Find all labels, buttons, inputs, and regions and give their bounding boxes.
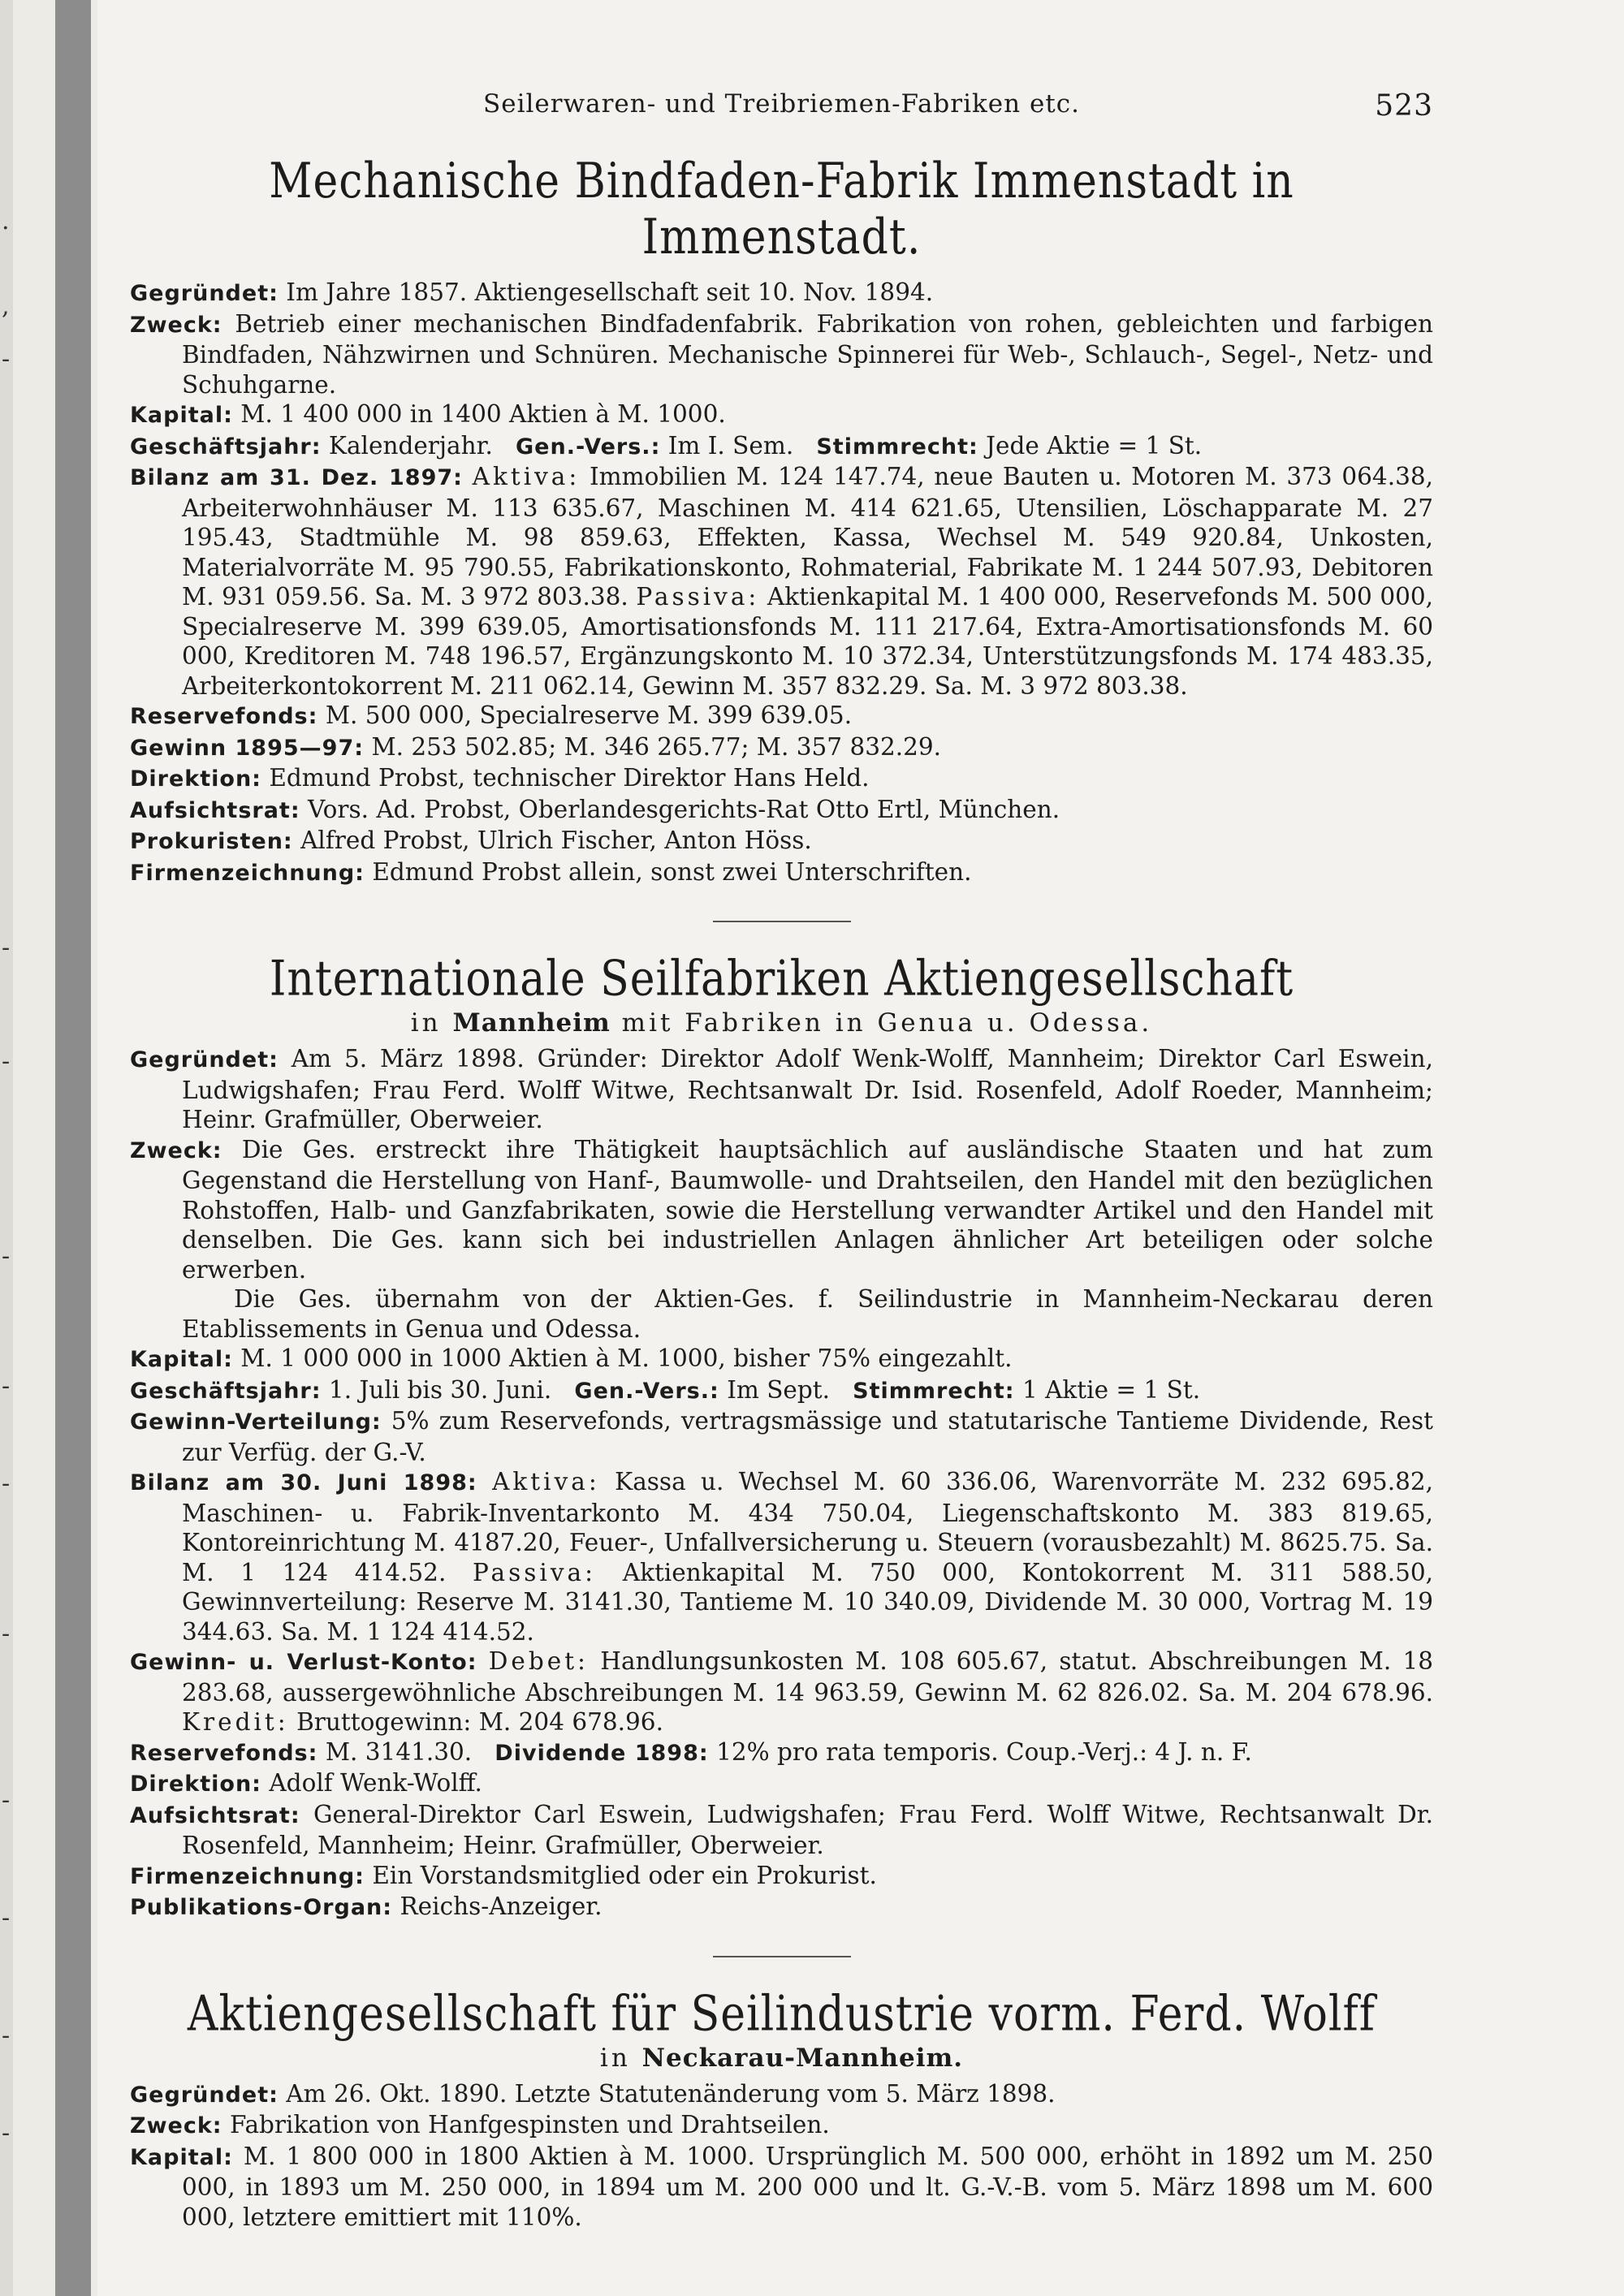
section-divider: [713, 921, 851, 922]
margin-fragment: -: [2, 1786, 11, 1815]
margin-fragment: -: [2, 1620, 11, 1648]
field-value: Immobilien M. 124 147.74, neue Bauten u. Motoren M. 373 064.38, Arbeiterwohnhäuser M. 113 635.67, Maschinen M. 414 621.65, Utensilien, Löschapparate M. 27 195.43, Stadtmühle M. 98 859.63, Effekten, Kassa, Wechsel M. 549 920.84, Unkosten, Materialvorräte M. 95 790.55, Fabrikationskonto, Rohmaterial, Fabrikate M. 1 244 507.93, Debitoren M. 931 059.56. Sa. M. 3 972 803.38.: [182, 463, 1433, 611]
margin-fragment: -: [2, 1047, 11, 1076]
page-number: 523: [1375, 89, 1433, 123]
debet-label: Debet:: [488, 1647, 589, 1675]
margin-fragment: -: [2, 1470, 11, 1498]
running-header: [130, 89, 1433, 138]
section-divider: [713, 1956, 851, 1957]
field-value: Fabrikation von Hanfgespinsten und Drahtseilen.: [229, 2111, 830, 2138]
field-value: M. 1 000 000 in 1000 Aktien à M. 1000, bisher 75% eingezahlt.: [240, 1344, 1013, 1372]
entry-gegruendet: [130, 2079, 1433, 2111]
field-label: Kapital:: [130, 403, 233, 428]
entry-firmenzeichnung: [130, 857, 1433, 889]
field-value: Handlungsunkosten M. 108 605.67, statut. Abschreibungen M. 18 283.68, aussergewöhnliche Abschreibungen M. 14 963.59, Gewinn M. 62 826.02. Sa. M. 204 678.96.: [182, 1647, 1433, 1707]
subtitle-in: in: [599, 2043, 631, 2073]
field-label: Aufsichtsrat:: [130, 1802, 300, 1828]
field-label: Geschäftsjahr:: [130, 434, 322, 460]
field-value: Ein Vorstandsmitglied oder ein Prokurist.: [372, 1861, 877, 1889]
field-label: Firmenzeichnung:: [130, 1863, 365, 1889]
field-value: Im Jahre 1857. Aktiengesellschaft seit 10. Nov. 1894.: [286, 278, 934, 306]
field-value: Am 26. Okt. 1890. Letzte Statutenänderung vom 5. März 1898.: [286, 2079, 1056, 2108]
field-label: Gen.-Vers.:: [574, 1378, 719, 1404]
field-label: Gen.-Vers.:: [516, 434, 661, 460]
field-value: Kassa u. Wechsel M. 60 336.06, Warenvorräte M. 232 695.82, Maschinen- u. Fabrik-Inventarkonto M. 434 750.04, Liegenschaftskonto M. 383 819.65, Kontoreinrichtung M. 4187.20, Feuer-, Unfallversicherung u. Steuern (vorausbezahlt) M. 8625.75. Sa. M. 1 124 414.52.: [182, 1468, 1433, 1586]
field-value: 5% zum Reservefonds, vertragsmässige und statutarische Tantieme Dividende, Rest zur Verfüg. der G.-V.: [182, 1407, 1433, 1466]
entry-zweck: [130, 309, 1433, 400]
field-value: General-Direktor Carl Eswein, Ludwigshafen; Frau Ferd. Wolff Witwe, Rechtsanwalt Dr. Rosenfeld, Mannheim; Heinr. Grafmüller, Oberweier.: [182, 1800, 1434, 1859]
gutter-band: [55, 0, 91, 2296]
field-value: Im Sept.: [727, 1375, 830, 1404]
field-value: M. 3141.30.: [325, 1737, 473, 1766]
margin-fragment: -: [2, 1372, 11, 1400]
field-label: Zweck:: [130, 1137, 222, 1163]
entry-kapital: [130, 2142, 1433, 2233]
field-label: Gegründet:: [130, 1047, 279, 1072]
entry-bilanz: [130, 1467, 1433, 1646]
field-value: Jede Aktie = 1 St.: [986, 431, 1203, 460]
entry-reservefonds: [130, 1737, 1433, 1769]
margin-fragment: ,: [2, 292, 10, 321]
field-label: Gewinn- u. Verlust-Konto:: [130, 1650, 477, 1675]
field-label: Publikations-Organ:: [130, 1895, 393, 1920]
entry-aufsichtsrat: [130, 1800, 1433, 1861]
field-label: Aufsichtsrat:: [130, 797, 300, 823]
entry-gegruendet: [130, 1044, 1433, 1135]
field-value: Alfred Probst, Ulrich Fischer, Anton Höss.: [300, 826, 812, 854]
running-title: Seilerwaren- und Treibriemen-Fabriken etc.: [483, 89, 1080, 119]
field-label: Gegründet:: [130, 2082, 279, 2108]
field-label: Firmenzeichnung:: [130, 860, 365, 886]
field-label: Direktion:: [130, 766, 261, 792]
entry-gegruendet: [130, 278, 1433, 309]
company-title: Mechanische Bindfaden-Fabrik Immenstadt in Immenstadt.: [269, 153, 1294, 265]
field-value: M. 253 502.85; M. 346 265.77; M. 357 832.29.: [371, 732, 942, 761]
field-label: Prokuristen:: [130, 829, 293, 854]
subtitle-in: in: [410, 1008, 442, 1038]
field-value: Vors. Ad. Probst, Oberlandesgerichts-Rat Otto Ertl, München.: [308, 795, 1060, 823]
subtitle-rest: mit Fabriken in Genua u. Odessa.: [621, 1008, 1153, 1038]
field-value: Adolf Wenk-Wolff.: [269, 1769, 482, 1797]
field-label: Reservefonds:: [130, 1740, 318, 1766]
margin-fragment: -: [2, 1904, 11, 1932]
field-label: Bilanz am 30. Juni 1898:: [130, 1470, 477, 1495]
field-label: Dividende 1898:: [495, 1740, 709, 1766]
entry-geschaeftsjahr: [130, 431, 1433, 463]
field-value: Am 5. März 1898. Gründer: Direktor Adolf Wenk-Wolff, Mannheim; Direktor Carl Eswein, Ludwigshafen; Frau Ferd. Wolff Witwe, Rechtsanwalt Dr. Isid. Rosenfeld, Adolf Roeder, Mannheim; Heinr. Grafmüller, Oberweier.: [182, 1045, 1433, 1133]
passiva-label: Passiva:: [473, 1558, 597, 1586]
passiva-label: Passiva:: [636, 583, 760, 611]
entry-aufsichtsrat: [130, 795, 1433, 826]
kredit-label: Kredit:: [182, 1708, 289, 1736]
field-label: Gewinn-Verteilung:: [130, 1409, 382, 1435]
company-subtitle: [130, 2044, 1433, 2073]
entry-bilanz: [130, 462, 1433, 701]
company-entry-seilindustrie: [130, 1986, 1433, 2233]
company-title: Internationale Seilfabriken Aktiengesellschaft: [269, 951, 1294, 1008]
entry-kapital: [130, 1344, 1433, 1375]
field-value: M. 1 800 000 in 1800 Aktien à M. 1000. Ursprünglich M. 500 000, erhöht in 1892 um M. 250 000, in 1893 um M. 250 000, in 1894 um M. 200 000 und lt. G.-V.-B. vom 5. März 1898 um M. 600 000, letztere emittiert mit 110%.: [182, 2142, 1433, 2231]
aktiva-label: Aktiva:: [472, 463, 581, 490]
subtitle-city: Mannheim: [452, 1008, 611, 1038]
field-value: Betrieb einer mechanischen Bindfadenfabrik. Fabrikation von rohen, gebleichten und farbigen Bindfaden, Nähzwirnen und Schnüren. Mechanische Spinnerei für Web-, Schlauch-, Segel-, Netz- und Schuhgarne.: [182, 309, 1433, 399]
margin-fragment: -: [2, 934, 11, 962]
margin-fragment: -: [2, 2022, 11, 2050]
entry-publikation: [130, 1892, 1433, 1923]
aktiva-label: Aktiva:: [492, 1468, 600, 1495]
field-value: 1. Juli bis 30. Juni.: [328, 1375, 552, 1404]
entry-zweck: [130, 2110, 1433, 2142]
field-value: Reichs-Anzeiger.: [400, 1892, 603, 1920]
field-value: Die Ges. erstreckt ihre Thätigkeit hauptsächlich auf ausländische Staaten und hat zum Gegenstand die Herstellung von Hanf-, Baumwolle- und Drahtseilen, den Handel mit den bezüglichen Rohstoffen, Halb- und Ganzfabrikaten, sowie die Herstellung verwandter Artikel und den Handel mit denselben. Die Ges. kann sich bei industriellen Anlagen ähnlicher Art beteiligen oder solche erwerben.: [182, 1135, 1433, 1284]
entry-zweck-continued: [130, 1284, 1433, 1344]
company-entry-immenstadt: [130, 153, 1434, 888]
field-value: M. 500 000, Specialreserve M. 399 639.05.: [325, 701, 853, 729]
field-label: Stimmrecht:: [853, 1378, 1015, 1404]
field-label: Direktion:: [130, 1772, 261, 1797]
company-subtitle: [130, 1008, 1433, 1038]
entry-direktion: [130, 763, 1433, 795]
field-label: Stimmrecht:: [816, 434, 978, 460]
field-value: Bruttogewinn: M. 204 678.96.: [296, 1708, 663, 1736]
margin-fragment: .: [2, 207, 10, 235]
entry-kapital: [130, 399, 1433, 431]
field-value: Im I. Sem.: [667, 431, 794, 460]
field-label: Kapital:: [130, 2144, 233, 2170]
field-label: Gewinn 1895—97:: [130, 735, 365, 761]
field-value: Aktienkapital M. 1 400 000, Reservefonds M. 500 000, Specialreserve M. 399 639.05, Amortisationsfonds M. 111 217.64, Extra-Amortisationsfonds M. 60 000, Kreditoren M. 748 196.57, Ergänzungskonto M. 10 372.34, Unterstützungsfonds M. 174 483.35, Arbeiterkontokorrent M. 211 062.14, Gewinn M. 357 832.29. Sa. M. 3 972 803.38.: [182, 583, 1434, 700]
field-value: Kalenderjahr.: [328, 431, 493, 460]
field-label: Bilanz am 31. Dez. 1897:: [130, 465, 463, 490]
entry-guv: [130, 1646, 1433, 1737]
field-value: M. 1 400 000 in 1400 Aktien à M. 1000.: [240, 400, 726, 428]
margin-fragment: -: [2, 2119, 11, 2147]
entry-direktion: [130, 1768, 1433, 1800]
entry-gewinnverteilung: [130, 1406, 1433, 1467]
entry-geschaeftsjahr: [130, 1375, 1433, 1407]
field-label: Zweck:: [130, 2113, 222, 2138]
field-value: Edmund Probst, technischer Direktor Hans Held.: [269, 764, 870, 792]
page: [130, 89, 1433, 2232]
field-value: Aktienkapital M. 750 000, Kontokorrent M. 311 588.50, Gewinnverteilung: Reserve M. 3141.30, Tantieme M. 10 340.09, Dividende M. 30 000, Vortrag M. 19 344.63. Sa. M. 1 124 414.52.: [182, 1558, 1434, 1646]
field-label: Geschäftsjahr:: [130, 1378, 322, 1404]
subtitle-city: Neckarau-Mannheim.: [641, 2043, 964, 2073]
margin-fragment: -: [2, 1242, 11, 1271]
entry-zweck: [130, 1135, 1433, 1285]
field-label: Zweck:: [130, 312, 222, 338]
field-value: Edmund Probst allein, sonst zwei Unterschriften.: [372, 857, 972, 886]
field-value: 1 Aktie = 1 St.: [1021, 1375, 1201, 1404]
book-gutter: [0, 0, 97, 2296]
company-entry-seilfabriken: [130, 951, 1434, 1923]
field-label: Reservefonds:: [130, 704, 318, 729]
field-value: Die Ges. übernahm von der Aktien-Ges. f. Seilindustrie in Mannheim-Neckarau deren Etablissements in Genua und Odessa.: [182, 1285, 1433, 1343]
entry-reservefonds: [130, 701, 1433, 732]
field-value: 12% pro rata temporis. Coup.-Verj.: 4 J. n. F.: [716, 1737, 1252, 1766]
field-label: Gegründet:: [130, 281, 279, 306]
entry-gewinn: [130, 732, 1433, 764]
company-title: Aktiengesellschaft für Seilindustrie vorm. Ferd. Wolff: [187, 1986, 1376, 2042]
entry-prokuristen: [130, 826, 1433, 857]
margin-fragment: -: [2, 345, 11, 373]
entry-firmenzeichnung: [130, 1861, 1433, 1892]
field-label: Kapital:: [130, 1347, 233, 1372]
